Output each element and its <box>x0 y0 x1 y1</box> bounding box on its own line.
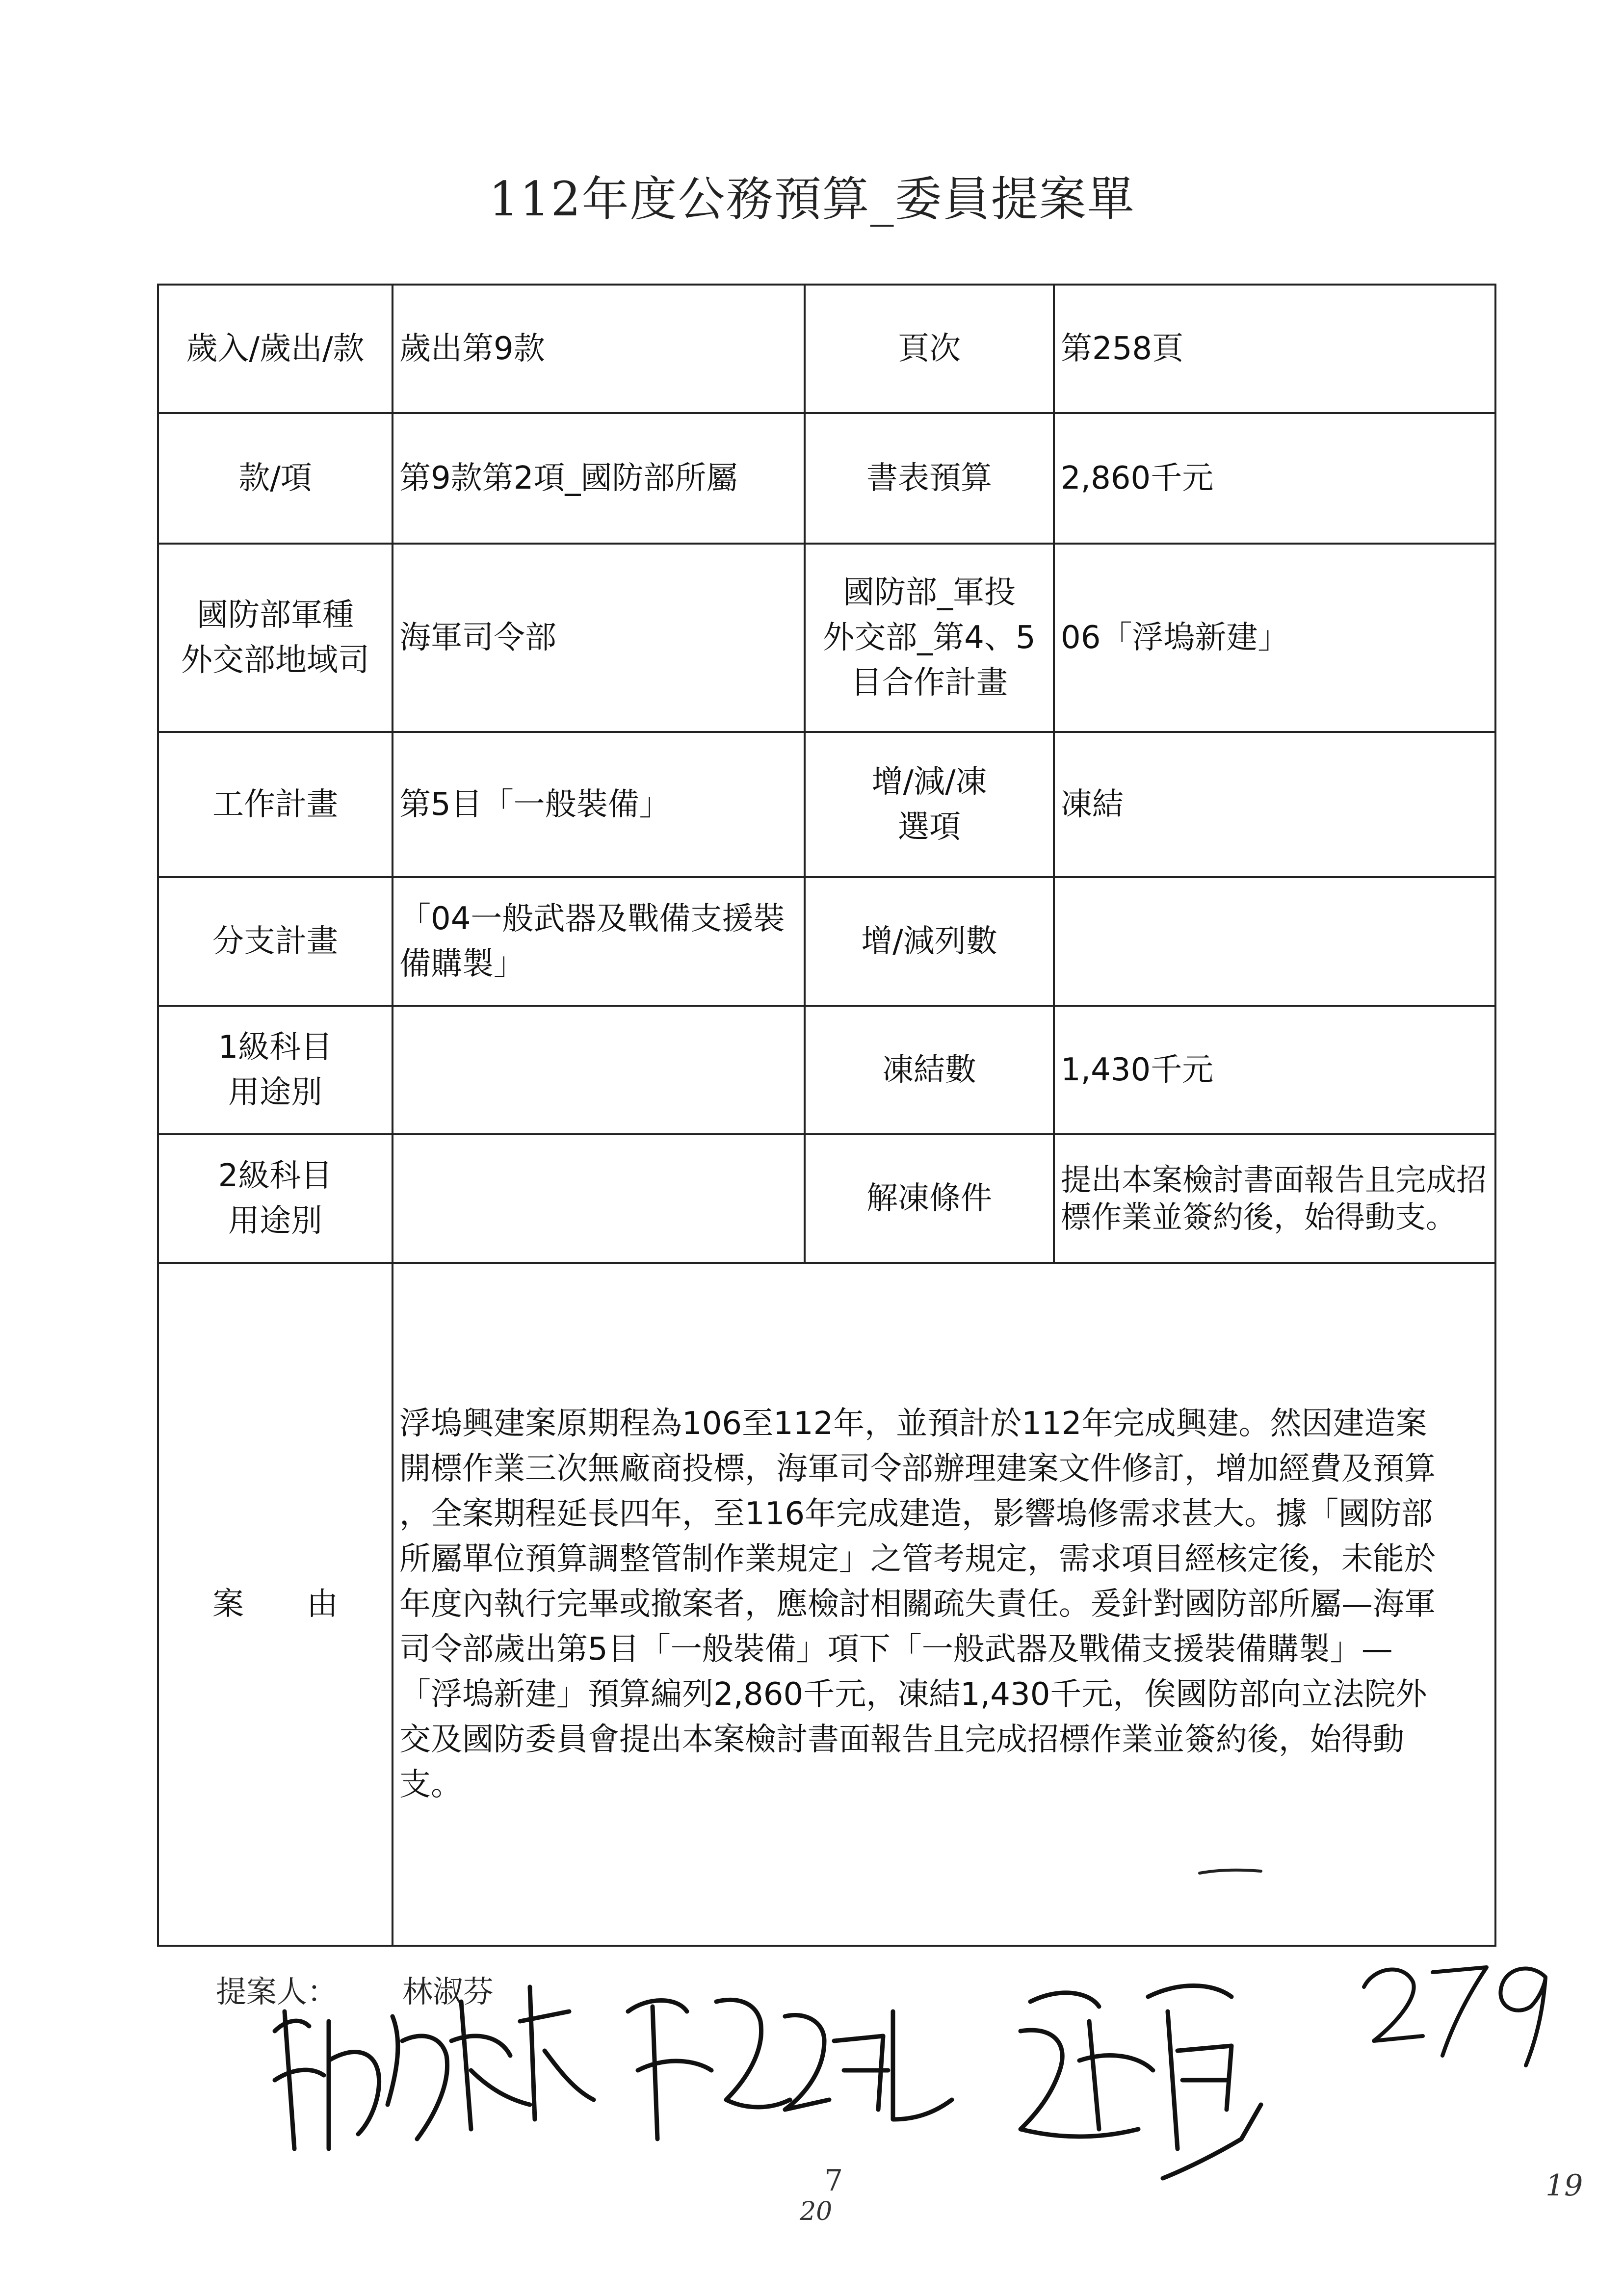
table-row <box>158 544 1495 732</box>
reason-line: ，全案期程延長四年，至116年完成建造，影響塢修需求甚大。據「國防部 <box>399 1496 1433 1532</box>
label-cell <box>158 1006 393 1134</box>
label-line: 外交部_第4、5 <box>823 620 1036 656</box>
handwritten-signatures <box>255 1943 1335 2198</box>
reason-line: 支。 <box>399 1767 462 1803</box>
reason-label: 案 由 <box>158 1263 393 1946</box>
reason-line: 交及國防委員會提出本案檢討書面報告且完成招標作業並簽約後，始得動 <box>399 1722 1404 1758</box>
value-cell: 海軍司令部 <box>393 544 805 732</box>
label-cell: 款/項 <box>158 413 393 544</box>
reason-line: 所屬單位預算調整管制作業規定」之管考規定，需求項目經核定後，未能於 <box>399 1541 1436 1577</box>
label-line: 外交部地域司 <box>181 642 369 678</box>
label-line: 2級科目 <box>218 1158 333 1194</box>
value-cell <box>393 1134 805 1263</box>
label-line: 用途別 <box>228 1203 322 1239</box>
label-cell <box>158 544 393 732</box>
table-row <box>158 1134 1495 1263</box>
reason-text <box>393 1263 1495 1946</box>
label-cell: 解凍條件 <box>805 1134 1054 1263</box>
value-cell: 第9款第2項_國防部所屬 <box>393 413 805 544</box>
table-row <box>158 1006 1495 1134</box>
label-line: 增/減/凍 <box>871 764 987 800</box>
page-title: 112年度公務預算_委員提案單 <box>489 172 1135 227</box>
proposal-form-table <box>157 284 1496 1947</box>
handwritten-number-279 <box>1354 1943 1560 2090</box>
value-cell: 06「浮塢新建」 <box>1054 544 1495 732</box>
value-cell: 凍結 <box>1054 732 1495 877</box>
value-cell: 第5目「一般裝備」 <box>393 732 805 877</box>
label-line: 1級科目 <box>218 1029 333 1066</box>
label-line: 選項 <box>898 809 961 845</box>
label-cell: 歲入/歲出/款 <box>158 285 393 413</box>
reason-line: 開標作業三次無廠商投標，海軍司令部辦理建案文件修訂，增加經費及預算 <box>399 1451 1436 1487</box>
value-cell: 1,430千元 <box>1054 1006 1495 1134</box>
value-cell <box>393 1006 805 1134</box>
label-cell: 凍結數 <box>805 1006 1054 1134</box>
reason-line: 司令部歲出第5目「一般裝備」項下「一般武器及戰備支援裝備購製」— <box>399 1631 1393 1668</box>
proposer-label: 提案人： <box>216 1974 338 2009</box>
value-cell: 第258頁 <box>1054 285 1495 413</box>
page-number-right-handwritten: 19 <box>1545 2168 1583 2203</box>
label-line: 目合作計畫 <box>851 665 1008 701</box>
label-cell: 增/減列數 <box>805 877 1054 1006</box>
label-line: 國防部_軍投 <box>843 574 1016 611</box>
label-cell <box>158 1134 393 1263</box>
value-cell: 歲出第9款 <box>393 285 805 413</box>
label-line: 國防部軍種 <box>197 597 354 633</box>
value-cell: 「04一般武器及戰備支援裝備購製」 <box>393 877 805 1006</box>
page-number-handwritten: 20 <box>800 2197 833 2226</box>
label-cell <box>805 544 1054 732</box>
reason-row <box>158 1263 1495 1946</box>
value-cell: 提出本案檢討書面報告且完成招標作業並簽約後，始得動支。 <box>1054 1134 1495 1263</box>
label-cell: 頁次 <box>805 285 1054 413</box>
reason-line: 「浮塢新建」預算編列2,860千元，凍結1,430千元，俟國防部向立法院外 <box>399 1676 1427 1713</box>
label-line: 用途別 <box>228 1074 322 1111</box>
value-cell <box>1054 877 1495 1006</box>
reason-line: 年度內執行完畢或撤案者，應檢討相關疏失責任。爰針對國防部所屬—海軍 <box>399 1586 1436 1622</box>
value-cell: 2,860千元 <box>1054 413 1495 544</box>
table-row <box>158 285 1495 413</box>
page-number-printed: 7 <box>824 2164 843 2198</box>
handwritten-underline-mark <box>1197 1864 1266 1879</box>
label-cell <box>805 732 1054 877</box>
label-cell: 分支計畫 <box>158 877 393 1006</box>
proposer-name: 林淑芬 <box>402 1974 494 2009</box>
reason-line: 浮塢興建案原期程為106至112年，並預計於112年完成興建。然因建造案 <box>399 1406 1427 1442</box>
table-row <box>158 413 1495 544</box>
table-row <box>158 877 1495 1006</box>
table-row <box>158 732 1495 877</box>
label-cell: 工作計畫 <box>158 732 393 877</box>
label-cell: 書表預算 <box>805 413 1054 544</box>
